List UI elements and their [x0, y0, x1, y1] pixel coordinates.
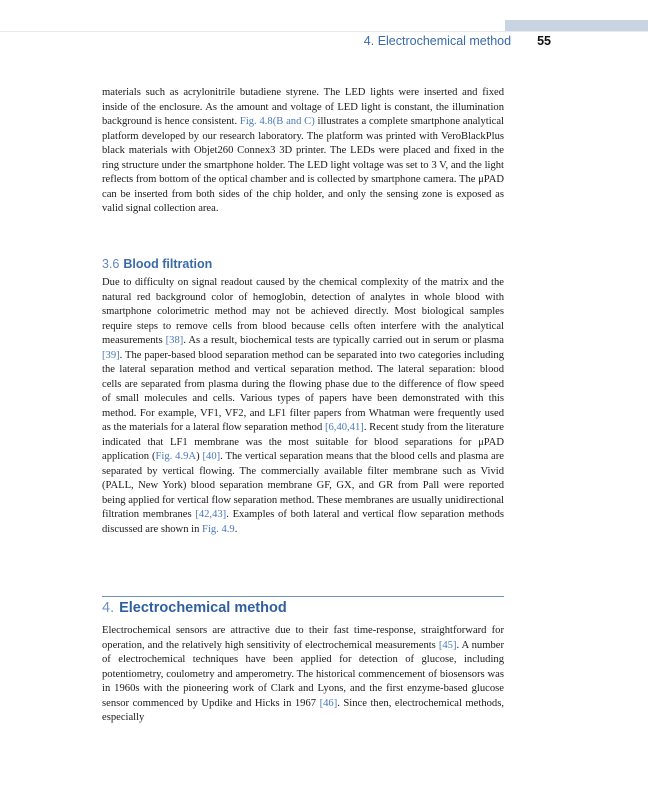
text: . Examples of both lateral and vertical flow separation methods discussed are shown in — [102, 509, 504, 535]
running-title: 4. Electrochemical method — [363, 34, 512, 48]
section-title: Blood filtration — [123, 257, 213, 271]
text: . The paper-based blood separation method can be separated into two categories including the lateral separation method and vertical separation method. The lateral separation: blood cells are separated from plasma during the flowing phase due to the difference of flow speed of small molecules and cells. Various types of papers have been demonstrated with this method. For example, VF1, VF2, and LF1 filter papers from Whatman were frequently used as the materials for a lateral flow separation method — [102, 349, 504, 433]
text: . Recent study from the literature indicated that LF1 membrane was the most suitable for blood separations for μPAD application ( — [102, 422, 504, 462]
section-title: Electrochemical method — [119, 600, 287, 616]
section-number: 3.6 — [102, 257, 120, 271]
body-paragraph-top — [102, 86, 504, 217]
header-accent-bar — [505, 20, 648, 31]
text: materials such as acrylonitrile butadiene styrene. The LED lights were inserted and fixed inside of the enclosure. As the amount and voltage of LED light is constant, the illumination background is hence consistent. — [102, 87, 504, 127]
citation-link[interactable]: [39] — [102, 349, 120, 361]
header-rule — [0, 31, 648, 32]
citation-link[interactable]: [42,43] — [195, 509, 227, 520]
text: Electrochemical sensors are attractive due to their fast time-response, straightforward for operation, and the relatively high sensitivity of electrochemical measurements — [102, 625, 504, 651]
citation-link[interactable]: [45] — [438, 639, 457, 651]
citation-link[interactable]: [46] — [319, 697, 338, 709]
page-number: 55 — [537, 34, 551, 48]
body-paragraph-blood-filtration — [102, 276, 504, 537]
text: illustrates a complete smartphone analytical platform developed by our research laboratory. The platform was printed with VeroBlackPlus black materials with Objet260 Connex3 3D printer. The LEDs were placed and fixed in the ring structure under the smartphone holder. The LED light voltage was set to 3 V, and the light reflects from bottom of the optical chamber and is collected by smartphone camera. The μPAD can be inserted from both sides of the chip holder, and only the sensing zone is exposed as valid signal collection area. — [102, 116, 504, 214]
text: . The vertical separation means that the blood cells and plasma are separated by vertical flowing. The commercially available filter membrane such as Vivid (PALL, New York) blood separation membrane GF, GX, and GR from Pall were reported being applied for vertical flow separation method. These membranes are usually unidirectional filtration membranes — [102, 451, 504, 520]
section-heading-3-6 — [102, 257, 212, 271]
text: . As a result, biochemical tests are typically carried out in serum or plasma — [183, 335, 505, 346]
section-number: 4. — [102, 600, 115, 616]
citation-link[interactable]: [6,40,41] — [324, 422, 364, 433]
figure-link[interactable]: Fig. 4.9 — [202, 523, 235, 535]
running-header — [0, 34, 551, 52]
section-heading-4 — [102, 600, 287, 616]
citation-link[interactable]: [38] — [165, 335, 184, 346]
text: . A number of electrochemical techniques have been applied for detection of glucose, including potentiometry, coulometry and amperometry. The historical commencement of biosensors was in 1960s with the pioneering work of Clark and Lyons, and the first enzyme-based glucose sensor commenced by Updike and Hicks in 1967 — [102, 639, 504, 709]
body-paragraph-electrochemical — [102, 624, 504, 726]
citation-link[interactable]: [40] — [202, 451, 221, 462]
section-rule — [102, 596, 504, 597]
text: . Since then, electrochemical methods, especially — [102, 697, 504, 723]
text: . — [234, 523, 238, 535]
figure-link[interactable]: Fig. 4.8(B and C) — [239, 116, 315, 127]
figure-link[interactable]: Fig. 4.9A — [155, 451, 197, 462]
text: Due to difficulty on signal readout caused by the chemical complexity of the matrix and the natural red background color of hemoglobin, detection of analytes in whole blood with smartphone colorimetric method may not be achieved directly. Most biological samples require steps to remove cells from blood because cells often interfere with the analytical measurements — [102, 277, 504, 346]
text: ) — [196, 451, 200, 462]
